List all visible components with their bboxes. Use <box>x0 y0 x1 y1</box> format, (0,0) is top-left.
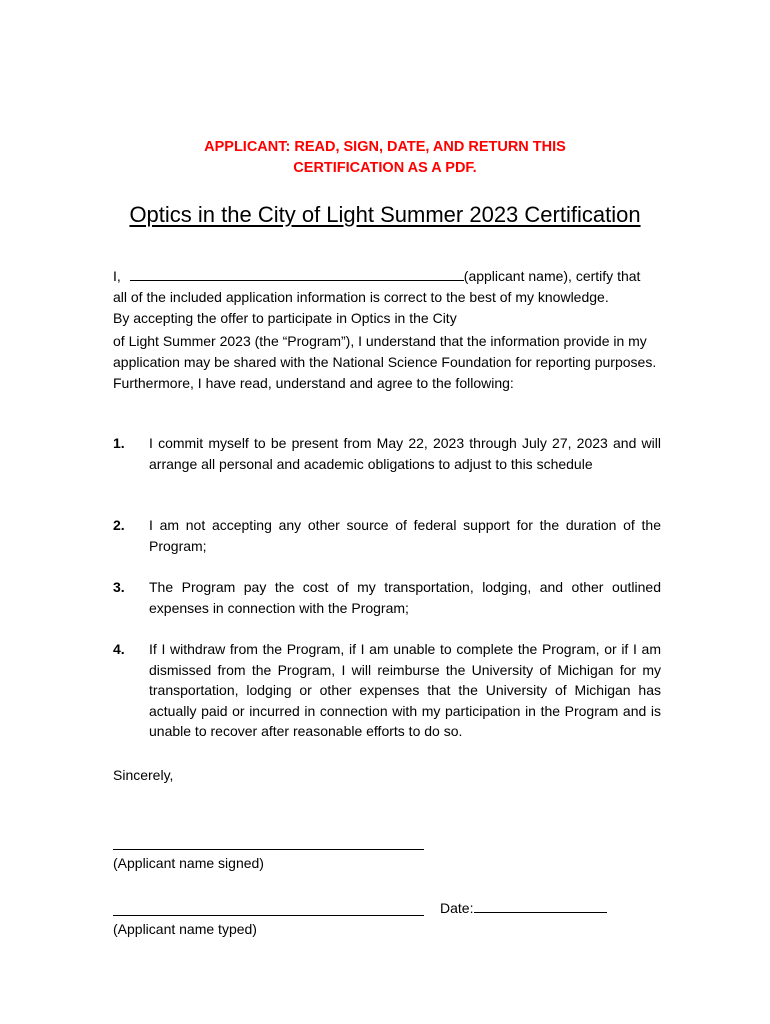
typed-name-line[interactable] <box>113 915 424 916</box>
item-number: 2. <box>113 517 125 533</box>
date-label: Date: <box>440 900 474 916</box>
signed-name-caption: (Applicant name signed) <box>113 855 264 871</box>
intro-line-3: By accepting the offer to participate in Optics in the City <box>113 310 457 326</box>
closing-salutation: Sincerely, <box>113 767 174 783</box>
date-blank[interactable] <box>474 898 607 913</box>
agreement-item-2 <box>113 515 661 556</box>
document-title: Optics in the City of Light Summer 2023 Certification <box>129 202 641 227</box>
certification-intro <box>113 266 661 394</box>
intro-suffix: (applicant name), certify that <box>463 268 641 284</box>
intro-paragraph: of Light Summer 2023 (the “Program”), I understand that the information provide in my application may be shared with the National Science Foundation for reporting purposes. Furthermore, I have read, understand and agree to the following: <box>113 333 657 391</box>
agreement-item-3 <box>113 577 661 618</box>
intro-line-2: all of the included application information is correct to the best of my knowledge. <box>113 289 609 305</box>
notice-line-1: APPLICANT: READ, SIGN, DATE, AND RETURN THIS <box>204 139 566 155</box>
item-text: I am not accepting any other source of federal support for the duration of the Program; <box>149 517 661 554</box>
agreement-item-4 <box>113 639 661 742</box>
item-number: 3. <box>113 579 125 595</box>
item-text: The Program pay the cost of my transportation, lodging, and other outlined expenses in connection with the Program; <box>149 579 661 616</box>
typed-name-caption: (Applicant name typed) <box>113 921 257 937</box>
return-instructions-notice <box>0 137 770 179</box>
intro-line-1 <box>113 266 661 287</box>
notice-line-2: CERTIFICATION AS A PDF. <box>293 160 477 176</box>
signature-line[interactable] <box>113 849 424 850</box>
agreement-item-1 <box>113 433 661 474</box>
item-number: 4. <box>113 641 125 657</box>
item-number: 1. <box>113 435 125 451</box>
intro-prefix: I, <box>113 268 121 284</box>
date-field <box>440 898 607 918</box>
applicant-name-blank[interactable] <box>130 266 464 281</box>
item-text: If I withdraw from the Program, if I am unable to complete the Program, or if I am dismissed from the Program, I will reimburse the University of Michigan for my transportation, lodging or other expenses that the University of Michigan has actually paid or incurred in connection with my participation in the Program and is unable to recover after reasonable efforts to do so. <box>149 641 661 739</box>
item-text: I commit myself to be present from May 22, 2023 through July 27, 2023 and will arrange all personal and academic obligations to adjust to this schedule <box>149 435 661 472</box>
